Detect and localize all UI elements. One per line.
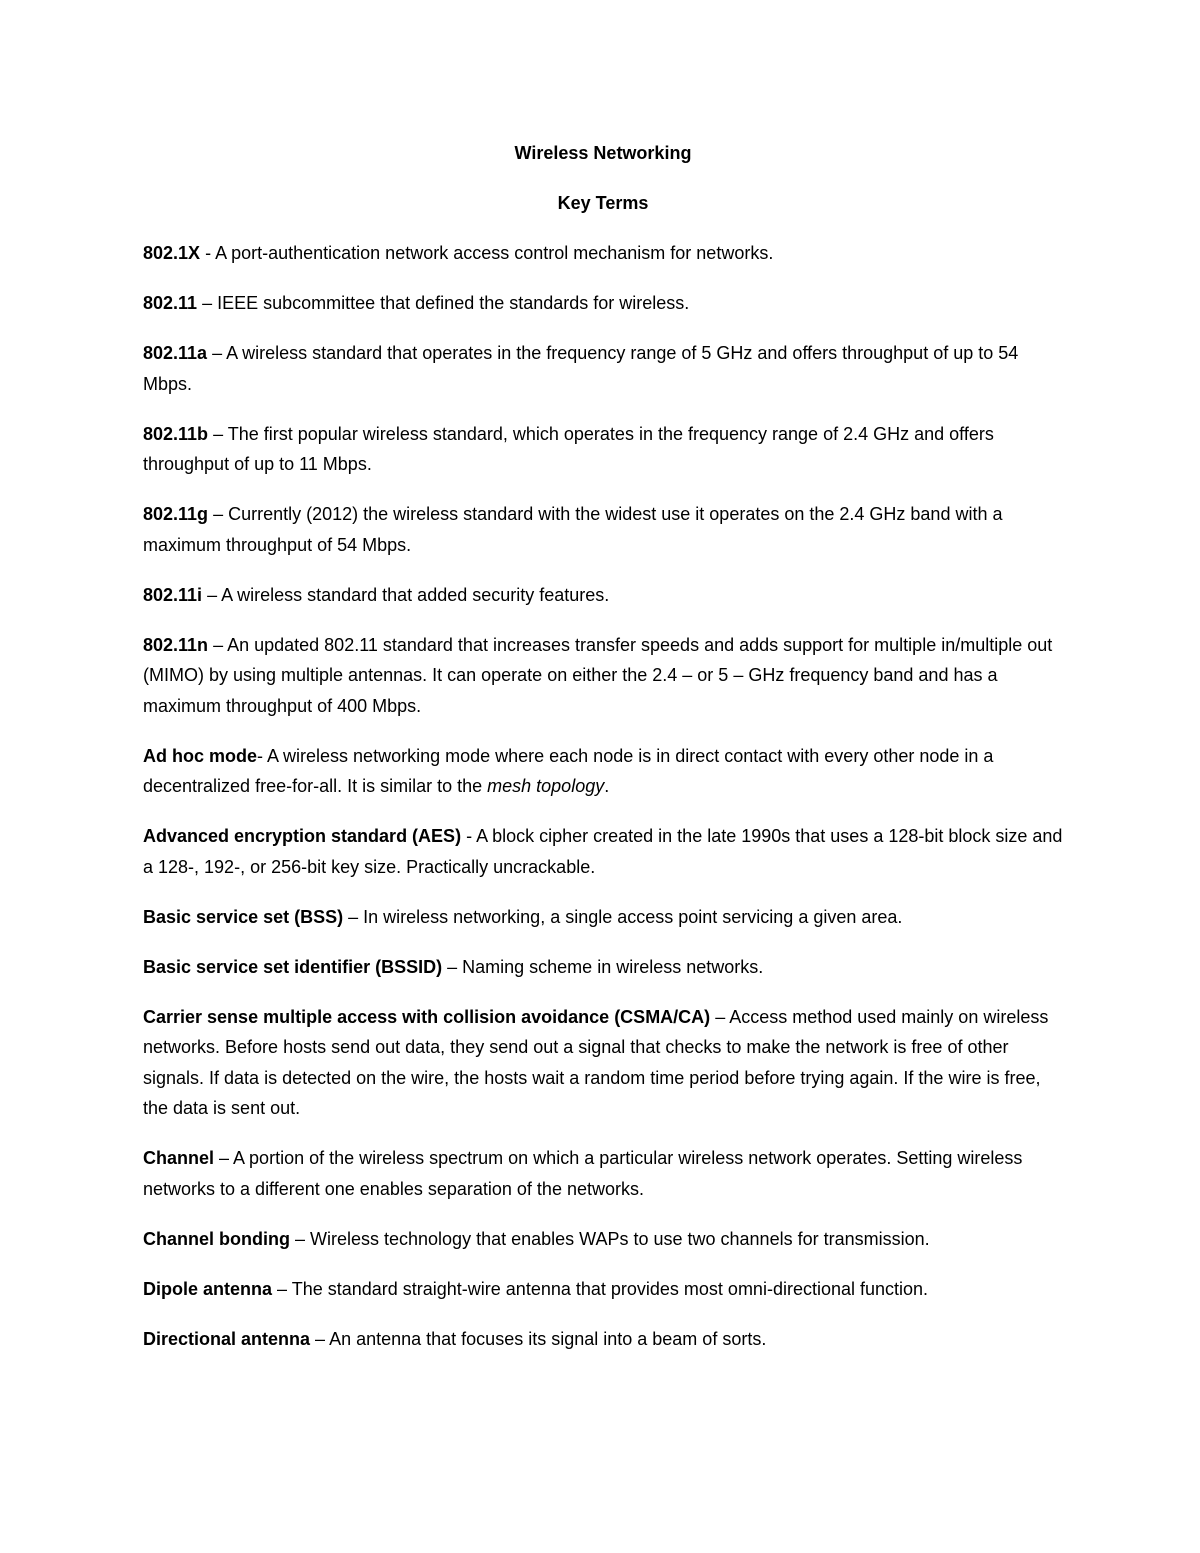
term-entry-802-11n bbox=[143, 630, 1063, 722]
term-definition: – An antenna that focuses its signal into a beam of sorts. bbox=[310, 1328, 767, 1349]
term-entry-dipole-antenna bbox=[143, 1274, 1063, 1305]
document-subtitle: Key Terms bbox=[557, 193, 649, 213]
term-entry-directional-antenna bbox=[143, 1324, 1063, 1355]
term-entry-802-11g bbox=[143, 499, 1063, 560]
term-definition: – Naming scheme in wireless networks. bbox=[442, 956, 764, 977]
term-definition-emphasis: mesh topology bbox=[487, 776, 605, 796]
term-definition: – A wireless standard that added security features. bbox=[202, 584, 610, 605]
document-title: Wireless Networking bbox=[514, 143, 692, 163]
term-definition-end: . bbox=[604, 776, 610, 796]
term-name: Basic service set (BSS) bbox=[143, 906, 344, 927]
term-name: 802.11b bbox=[143, 423, 209, 444]
term-definition: – A wireless standard that operates in the frequency range of 5 GHz and offers throughput of up to 54 Mbps. bbox=[143, 343, 1019, 394]
term-name: Directional antenna bbox=[143, 1328, 311, 1349]
term-entry-channel bbox=[143, 1143, 1063, 1204]
term-name: Carrier sense multiple access with collision avoidance (CSMA/CA) bbox=[143, 1006, 711, 1027]
term-name: 802.11g bbox=[143, 504, 209, 524]
term-definition: – A portion of the wireless spectrum on which a particular wireless network operates. Setting wireless networks to a different one enables separation of the networks. bbox=[143, 1148, 1023, 1199]
term-definition: - A wireless networking mode where each node is in direct contact with every other node in a decentralized free-for-all. It is similar to the bbox=[143, 745, 994, 796]
term-definition: – Currently (2012) the wireless standard with the widest use it operates on the 2.4 GHz band with a maximum throughput of 54 Mbps. bbox=[143, 504, 1003, 555]
term-entry-aes bbox=[143, 821, 1063, 882]
term-entry-802-1x bbox=[143, 238, 1063, 269]
term-entry-802-11i bbox=[143, 580, 1063, 611]
term-definition: – The standard straight-wire antenna that provides most omni-directional function. bbox=[272, 1278, 929, 1299]
term-name: Channel bonding bbox=[143, 1228, 290, 1249]
term-name: Dipole antenna bbox=[143, 1278, 273, 1299]
term-entry-bss bbox=[143, 902, 1063, 933]
term-name: Basic service set identifier (BSSID) bbox=[143, 956, 443, 977]
term-name: Ad hoc mode bbox=[143, 745, 258, 766]
term-entry-802-11 bbox=[143, 288, 1063, 319]
term-definition: - A block cipher created in the late 1990s that uses a 128-bit block size and a 128-, 192-, or 256-bit key size. Practically uncrackable. bbox=[143, 826, 1063, 877]
term-definition: – Access method used mainly on wireless networks. Before hosts send out data, they send out a signal that checks to make the network is free of other signals. If data is detected on the wire, the hosts wait a random time period before trying again. If the wire is free, the data is sent out. bbox=[143, 1006, 1049, 1118]
term-name: 802.11n bbox=[143, 634, 209, 655]
term-entry-802-11a bbox=[143, 338, 1063, 399]
term-definition: – The first popular wireless standard, which operates in the frequency range of 2.4 GHz and offers throughput of up to 11 Mbps. bbox=[143, 423, 994, 474]
term-name: 802.11a bbox=[143, 343, 208, 363]
term-entry-bssid bbox=[143, 952, 1063, 983]
document-page bbox=[143, 138, 1063, 1374]
term-name: Channel bbox=[143, 1148, 215, 1168]
term-name: 802.1X bbox=[143, 243, 201, 263]
term-definition: – An updated 802.11 standard that increases transfer speeds and adds support for multiple in/multiple out (MIMO) by using multiple antennas. It can operate on either the 2.4 – or 5 – GHz frequency band and has a maximum throughput of 400 Mbps. bbox=[143, 634, 1053, 716]
term-entry-channel-bonding bbox=[143, 1224, 1063, 1255]
term-definition: – In wireless networking, a single access point servicing a given area. bbox=[343, 906, 903, 927]
term-name: 802.11i bbox=[143, 584, 203, 605]
term-name: 802.11 bbox=[143, 293, 198, 313]
term-definition: - A port-authentication network access control mechanism for networks. bbox=[200, 243, 774, 263]
term-definition: – Wireless technology that enables WAPs to use two channels for transmission. bbox=[289, 1228, 930, 1249]
term-entry-ad-hoc-mode bbox=[143, 741, 1063, 802]
term-name: Advanced encryption standard (AES) bbox=[143, 826, 462, 846]
term-entry-802-11b bbox=[143, 419, 1063, 480]
term-entry-csma-ca bbox=[143, 1002, 1063, 1124]
term-definition: – IEEE subcommittee that defined the standards for wireless. bbox=[197, 293, 690, 313]
